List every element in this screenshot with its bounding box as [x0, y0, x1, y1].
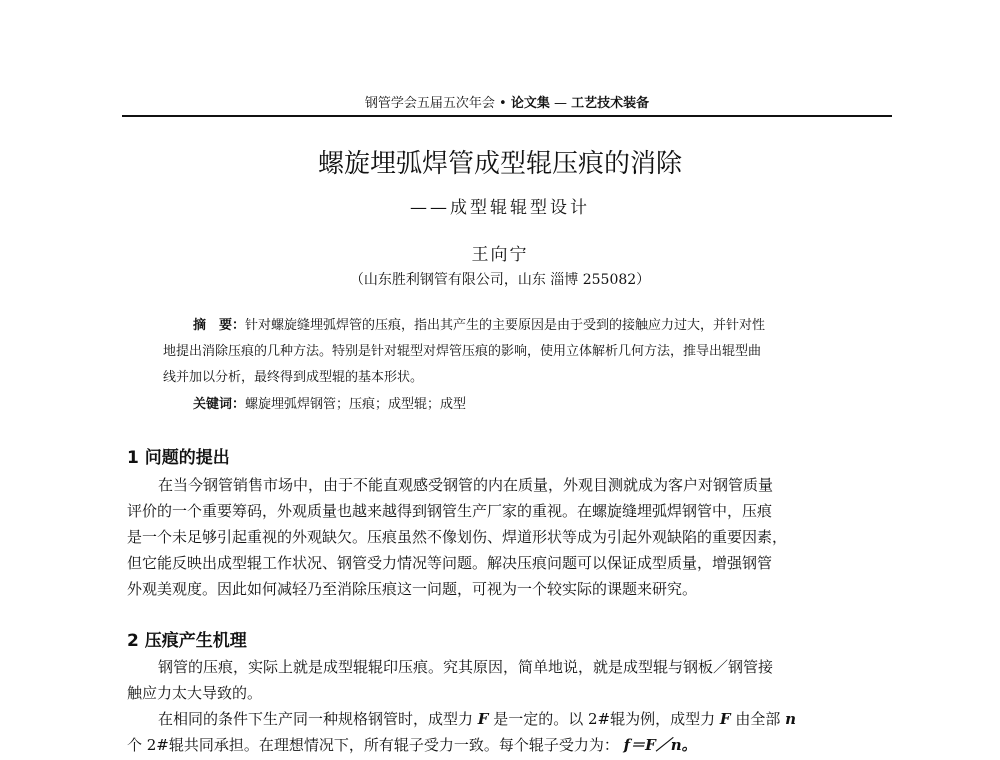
body-line — [127, 734, 887, 756]
paper-title: 螺旋埋弧焊管成型辊压痕的消除 — [317, 149, 682, 179]
header-rule — [122, 115, 892, 117]
keywords-text: 螺旋埋弧焊钢管；压痕；成型辊；成型 — [245, 397, 467, 412]
header-conference: 钢管学会五届五次年会 — [364, 96, 495, 111]
variable-F: F — [719, 710, 731, 728]
body-line: 评价的一个重要筹码，外观质量也越来越得到钢管生产厂家的重视。在螺旋缝埋弧焊钢管中，压痕 — [127, 502, 773, 520]
section-heading: 1 问题的提出 — [127, 448, 230, 468]
abstract-line: 地提出消除压痕的几种方法。特别是针对辊型对焊管压痕的影响，使用立体解析几何方法，推导出辊型曲 — [163, 344, 762, 359]
body-line: 在当今钢管销售市场中，由于不能直观感受钢管的内在质量，外观目测就成为客户对钢管质量 — [158, 476, 774, 494]
paper-affiliation: （山东胜利钢管有限公司，山东 淄博 255082） — [349, 272, 651, 288]
running-header — [122, 96, 892, 112]
text-run: 个 2#辊共同承担。在理想情况下，所有辊子受力一致。每个辊子受力为： — [127, 736, 619, 754]
body-line: 钢管的压痕，实际上就是成型辊辊印压痕。究其原因，简单地说，就是成型辊与钢板／钢管接 — [158, 658, 774, 676]
variable-F: F — [477, 710, 489, 728]
variable-n: n — [785, 710, 797, 728]
text-run: 在相同的条件下生产同一种规格钢管时，成型力 — [158, 710, 474, 728]
keywords-line — [193, 396, 853, 414]
abstract-text: 针对螺旋缝埋弧焊管的压痕，指出其产生的主要原因是由于受到的接触应力过大，并针对性 — [245, 318, 766, 333]
text-run: 是一定的。以 2#辊为例，成型力 — [493, 710, 716, 728]
header-dash: — — [549, 96, 572, 111]
text-run: 由全部 — [735, 710, 781, 728]
abstract-label: 摘 要： — [193, 318, 246, 333]
body-line — [158, 708, 887, 730]
body-line: 外观美观度。因此如何减轻乃至消除压痕这一问题，可视为一个较实际的课题来研究。 — [127, 580, 698, 598]
header-category: 工艺技术装备 — [571, 96, 650, 111]
header-separator: • — [494, 96, 511, 111]
section-heading: 2 压痕产生机理 — [127, 631, 247, 651]
body-line: 是一个未足够引起重视的外观缺欠。压痕虽然不像划伤、焊道形状等成为引起外观缺陷的重要因素， — [127, 528, 788, 546]
abstract-line — [193, 317, 853, 335]
formula: f＝F／n。 — [623, 736, 697, 754]
abstract-line: 线并加以分析，最终得到成型辊的基本形状。 — [163, 370, 424, 385]
body-line: 但它能反映出成型辊工作状况、钢管受力情况等问题。解决压痕问题可以保证成型质量，增强钢管 — [127, 554, 773, 572]
header-collection: 论文集 — [510, 96, 550, 111]
body-line: 触应力太大导致的。 — [127, 684, 263, 702]
paper-author: 王向宁 — [471, 245, 529, 265]
paper-subtitle: ——成型辊辊型设计 — [410, 198, 590, 218]
keywords-label: 关键词： — [193, 397, 246, 412]
